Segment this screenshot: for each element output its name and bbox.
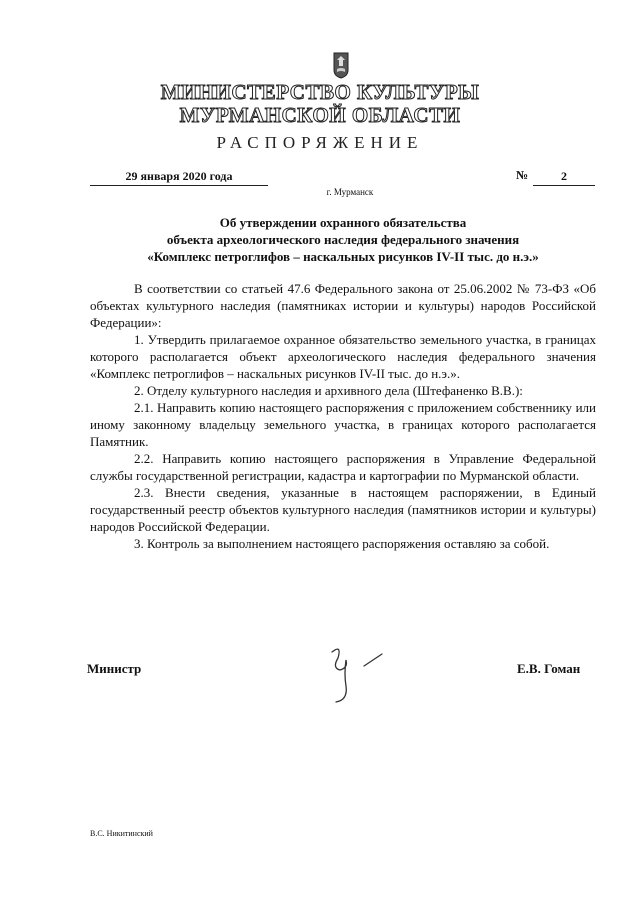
paragraph-item-2: 2. Отделу культурного наследия и архивного дела (Штефаненко В.В.):: [134, 383, 523, 398]
paragraph-item-1: 1. Утвердить прилагаемое охранное обязательство земельного участка, в границах которого располагается объект археологического наследия федерального значения «Комплекс петроглифов – наскальных рисунков IV-II тыс. до н.э.».: [90, 332, 596, 381]
ministry-name-line1: МИНИСТЕРСТВО КУЛЬТУРЫ: [160, 80, 480, 104]
subject-line: «Комплекс петроглифов – наскальных рисунков IV-II тыс. до н.э.»: [147, 249, 539, 264]
number-label: №: [516, 168, 529, 182]
paragraph-item-2-2: 2.2. Направить копию настоящего распоряжения в Управление Федеральной службы государственной регистрации, кадастра и картографии по Мурманской области.: [90, 451, 596, 483]
subject-line: Об утверждении охранного обязательства: [219, 215, 467, 230]
handwritten-signature: [318, 638, 398, 713]
document-type-title: РАСПОРЯЖЕНИЕ: [216, 133, 424, 152]
document-subject: [90, 214, 596, 265]
document-number: 2: [533, 169, 595, 186]
intro-paragraph: В соответствии со статьей 47.6 Федерального закона от 25.06.2002 № 73-ФЗ «Об объектах культурного наследия (памятниках истории и культуры) народов Российской Федерации»:: [90, 281, 596, 330]
document-date: 29 января 2020 года: [90, 169, 268, 186]
executor-name: В.С. Никитинский: [90, 829, 153, 838]
document-body: [90, 280, 596, 552]
subject-line: объекта археологического наследия федерального значения: [166, 232, 520, 247]
paragraph-item-2-3: 2.3. Внести сведения, указанные в настоящем распоряжении, в Единый государственный реестр объектов культурного наследия (памятников истории и культуры) народов Российской Федерации.: [90, 485, 596, 534]
signer-name: Е.В. Гоман: [517, 661, 581, 676]
coat-of-arms-icon: [331, 51, 351, 79]
paragraph-item-3: 3. Контроль за выполнением настоящего распоряжения оставляю за собой.: [134, 536, 550, 551]
paragraph-item-2-1: 2.1. Направить копию настоящего распоряжения с приложением собственнику или иному законному владельцу земельного участка, в границах которого располагается Памятник.: [90, 400, 596, 449]
ministry-name-line2: МУРМАНСКОЙ ОБЛАСТИ: [179, 103, 461, 127]
signer-position: Министр: [87, 661, 142, 676]
city: г. Мурманск: [326, 187, 374, 197]
